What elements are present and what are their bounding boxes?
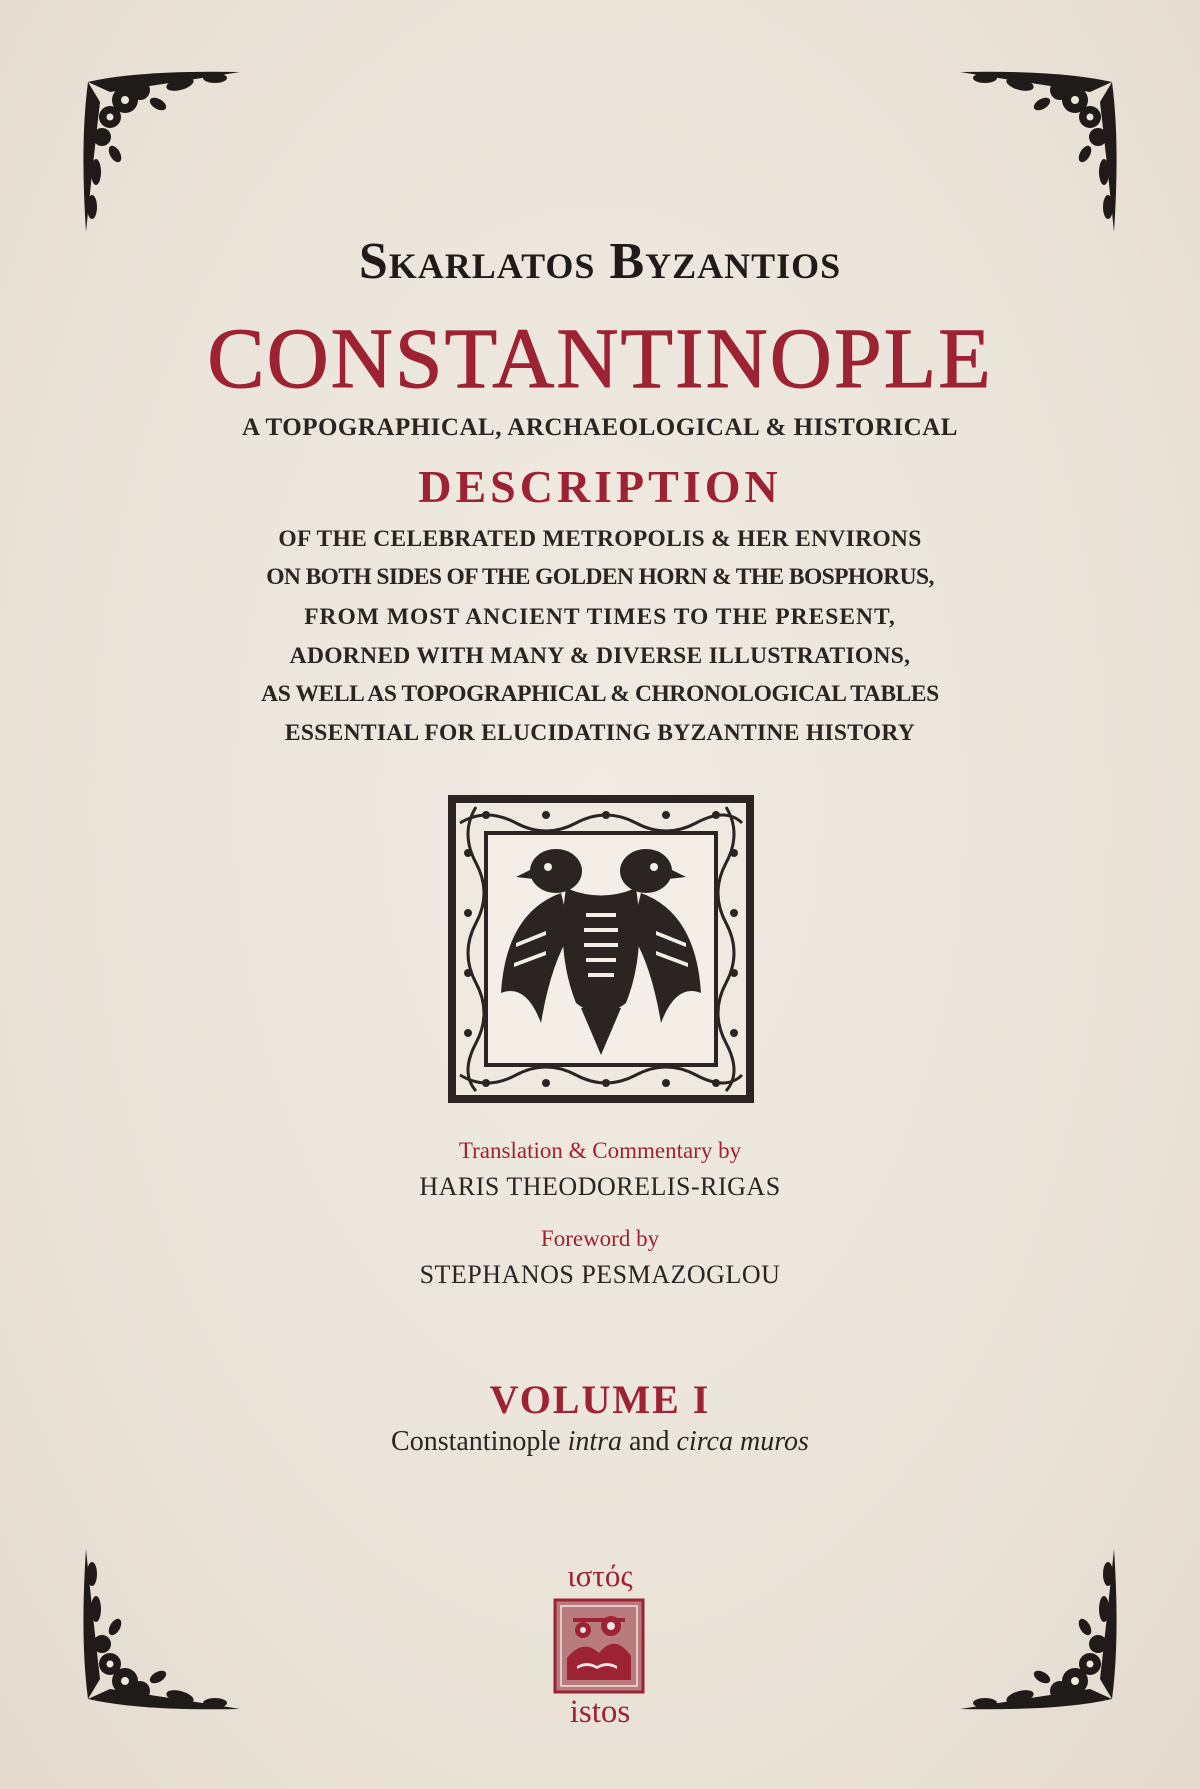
description-line: ADORNED WITH MANY & DIVERSE ILLUSTRATIONS, (289, 643, 911, 669)
volume-label: VOLUME I (489, 1377, 711, 1422)
description-line: FROM MOST ANCIENT TIMES TO THE PRESENT, (304, 604, 896, 630)
subtitle-line-2: DESCRIPTION (418, 461, 782, 512)
author-name: Skarlatos Byzantios (358, 233, 842, 290)
foreword-label: Foreword by (540, 1226, 660, 1251)
subtitle-line-1: A TOPOGRAPHICAL, ARCHAEOLOGICAL & HISTORICAL (242, 414, 958, 441)
book-title: CONSTANTINOPLE (207, 310, 993, 406)
volume-subtitle-and: and (622, 1426, 677, 1457)
description-line: ESSENTIAL FOR ELUCIDATING BYZANTINE HISTORY (284, 720, 916, 746)
foreword-author-name: STEPHANOS PESMAZOGLOU (419, 1260, 781, 1289)
volume-subtitle-prefix: Constantinople (391, 1426, 568, 1457)
floral-corner-top-right-icon (940, 62, 1130, 242)
volume-subtitle-intra: intra (567, 1426, 623, 1457)
floral-corner-top-left-icon (70, 62, 260, 242)
description-line: AS WELL AS TOPOGRAPHICAL & CHRONOLOGICAL TABLES (261, 681, 939, 707)
publisher-latin-name: istos (569, 1694, 631, 1730)
translation-label: Translation & Commentary by (458, 1138, 742, 1163)
publisher-logo-icon (553, 1598, 645, 1694)
description-line: OF THE CELEBRATED METROPOLIS & HER ENVIRONS (278, 526, 922, 552)
translator-name: HARIS THEODORELIS-RIGAS (419, 1172, 781, 1201)
description-line: ON BOTH SIDES OF THE GOLDEN HORN & THE BOSPHORUS, (266, 564, 934, 590)
double-headed-eagle-icon (446, 793, 756, 1105)
publisher-greek-name: ιστός (567, 1558, 633, 1593)
volume-subtitle-circa: circa muros (676, 1426, 809, 1457)
volume-subtitle (0, 1426, 1200, 1458)
